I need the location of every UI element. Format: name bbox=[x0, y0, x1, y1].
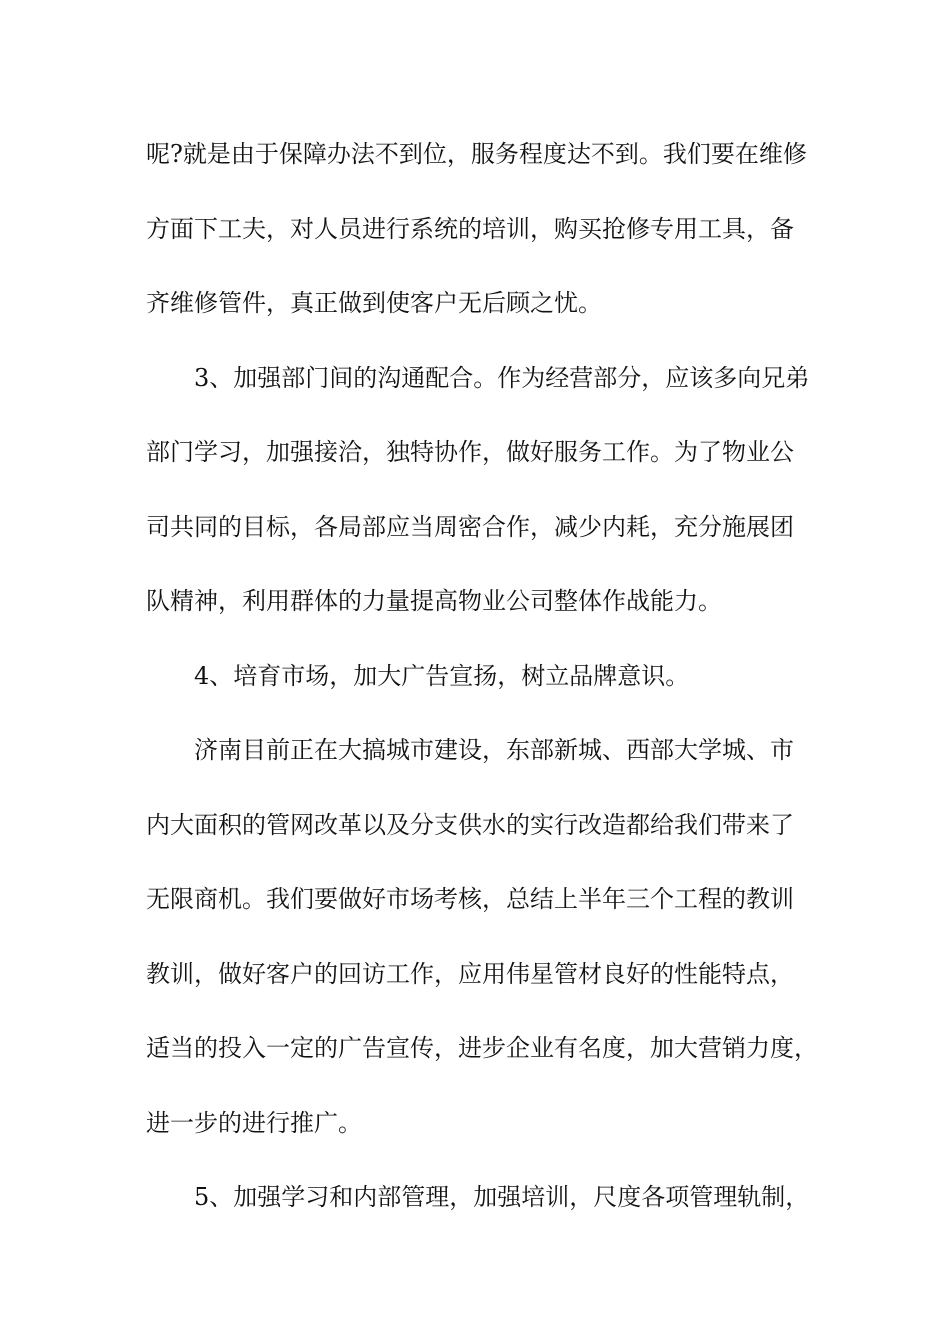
text-line: 济南目前正在大搞城市建设，东部新城、西部大学城、市 bbox=[194, 736, 794, 764]
body-text bbox=[146, 130, 818, 1248]
text-line: 内大面积的管网改革以及分支供水的实行改造都给我们带来了 bbox=[146, 810, 794, 839]
text-line: 呢?就是由于保障办法不到位，服务程度达不到。我们要在维修 bbox=[146, 140, 807, 168]
text-line: 齐维修管件，真正做到使客户无后顾之忧。 bbox=[146, 289, 602, 317]
text-line: 无限商机。我们要做好市场考核，总结上半年三个工程的教训 bbox=[146, 885, 794, 913]
text-line: 4、培育市场，加大广告宣扬，树立品牌意识。 bbox=[194, 661, 690, 690]
text-line: 部门学习，加强接洽，独特协作，做好服务工作。为了物业公 bbox=[146, 438, 794, 466]
text-line: 5、加强学习和内部管理，加强培训，尺度各项管理轨制， bbox=[194, 1183, 810, 1211]
text-line: 方面下工夫，对人员进行系统的培训，购买抢修专用工具，备 bbox=[146, 214, 794, 243]
text-line: 进一步的进行推广。 bbox=[146, 1108, 362, 1137]
text-line: 适当的投入一定的广告宣传，进步企业有名度，加大营销力度， bbox=[146, 1034, 818, 1062]
text-line: 司共同的目标，各局部应当周密合作，减少内耗，充分施展团 bbox=[146, 512, 794, 541]
text-line: 队精神，利用群体的力量提高物业公司整体作战能力。 bbox=[146, 587, 722, 615]
text-line: 3、加强部门间的沟通配合。作为经营部分，应该多向兄弟 bbox=[194, 363, 810, 392]
text-line: 教训，做好客户的回访工作，应用伟星管材良好的性能特点， bbox=[146, 959, 794, 988]
